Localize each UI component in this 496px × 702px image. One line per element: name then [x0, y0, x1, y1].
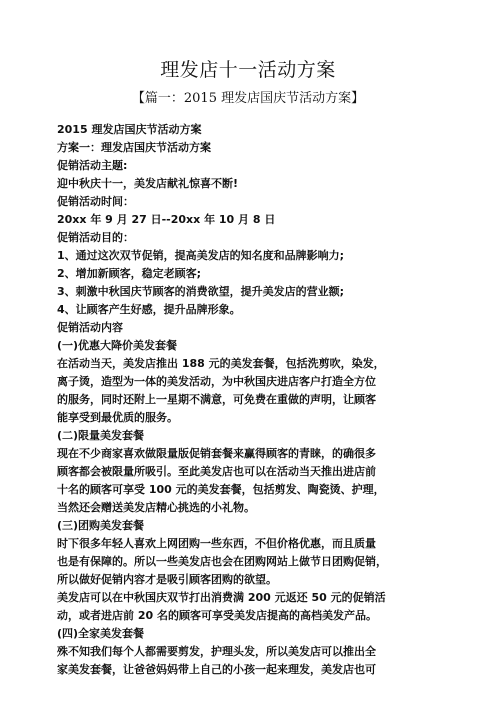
- body-line: 顾客都会被限量所吸引。至此美发店也可以在活动当天推出进店前: [57, 465, 376, 478]
- body-line: 也是有保障的。所以一些美发店也会在团购网站上做节日团购促销，: [57, 555, 387, 568]
- body-line: 迎中秋庆十一，美发店献礼惊喜不断!: [57, 177, 239, 190]
- body-line: 美发店可以在中秋国庆双节打出消费满 200 元返还 50 元的促销活: [57, 591, 386, 604]
- body-line: 促销活动内容: [57, 321, 123, 334]
- body-line: 所以做好促销内容才是吸引顾客团购的欲望。: [57, 573, 277, 586]
- document-subtitle: 【篇一：2015 理发店国庆节活动方案】: [131, 91, 365, 106]
- body-line: 动，或者进店前 20 名的顾客可享受美发店提高的高档美发产品。: [57, 609, 377, 622]
- body-line: 时下很多年轻人喜欢上网团购一些东西，不但价格优惠，而且质量: [57, 537, 376, 550]
- body-line: 方案一：理发店国庆节活动方案: [57, 141, 211, 154]
- document-body: [57, 121, 442, 679]
- body-line: 能享受到最优质的服务。: [57, 411, 178, 424]
- body-line: 促销活动时间：: [57, 195, 134, 208]
- body-line: 当然还会赠送美发店精心挑选的小礼物。: [57, 501, 255, 514]
- body-line: 促销活动主题:: [57, 159, 128, 172]
- body-line: 3、刺激中秋国庆节顾客的消费欲望，提升美发店的营业额;: [57, 285, 345, 298]
- body-line: 促销活动目的：: [57, 231, 134, 244]
- body-line: (三)团购美发套餐: [57, 519, 145, 532]
- body-line: 十名的顾客可享受 100 元的美发套餐，包括剪发、陶瓷烫、护理，: [57, 483, 385, 496]
- body-line: 4、让顾客产生好感，提升品牌形象。: [57, 303, 241, 316]
- body-line: 在活动当天，美发店推出 188 元的美发套餐，包括洗剪吹，染发，: [57, 357, 385, 370]
- body-line: 2、增加新顾客，稳定老顾客;: [57, 267, 202, 280]
- body-line: 家美发套餐，让爸爸妈妈带上自己的小孩一起来理发，美发店也可: [57, 663, 376, 676]
- body-line: 2015 理发店国庆节活动方案: [57, 123, 202, 136]
- body-line: 20xx 年 9 月 27 日--20xx 年 10 月 8 日: [57, 213, 276, 226]
- body-line: (一)优惠大降价美发套餐: [57, 339, 178, 352]
- body-line: 殊不知我们每个人都需要剪发，护理头发，所以美发店可以推出全: [57, 645, 376, 658]
- body-line: (二)限量美发套餐: [57, 429, 145, 442]
- body-line: (四)全家美发套餐: [57, 627, 145, 640]
- body-line: 离子烫，造型为一体的美发活动，为中秋国庆进店客户打造全方位: [57, 375, 376, 388]
- body-line: 的服务，同时还附上一星期不满意，可免费在重做的声明，让顾客: [57, 393, 376, 406]
- body-line: 1、通过这次双节促销，提高美发店的知名度和品牌影响力;: [57, 249, 345, 262]
- document-title: 理发店十一活动方案: [160, 59, 336, 81]
- body-line: 现在不少商家喜欢做限量版促销套餐来赢得顾客的青睐，的确很多: [57, 447, 376, 460]
